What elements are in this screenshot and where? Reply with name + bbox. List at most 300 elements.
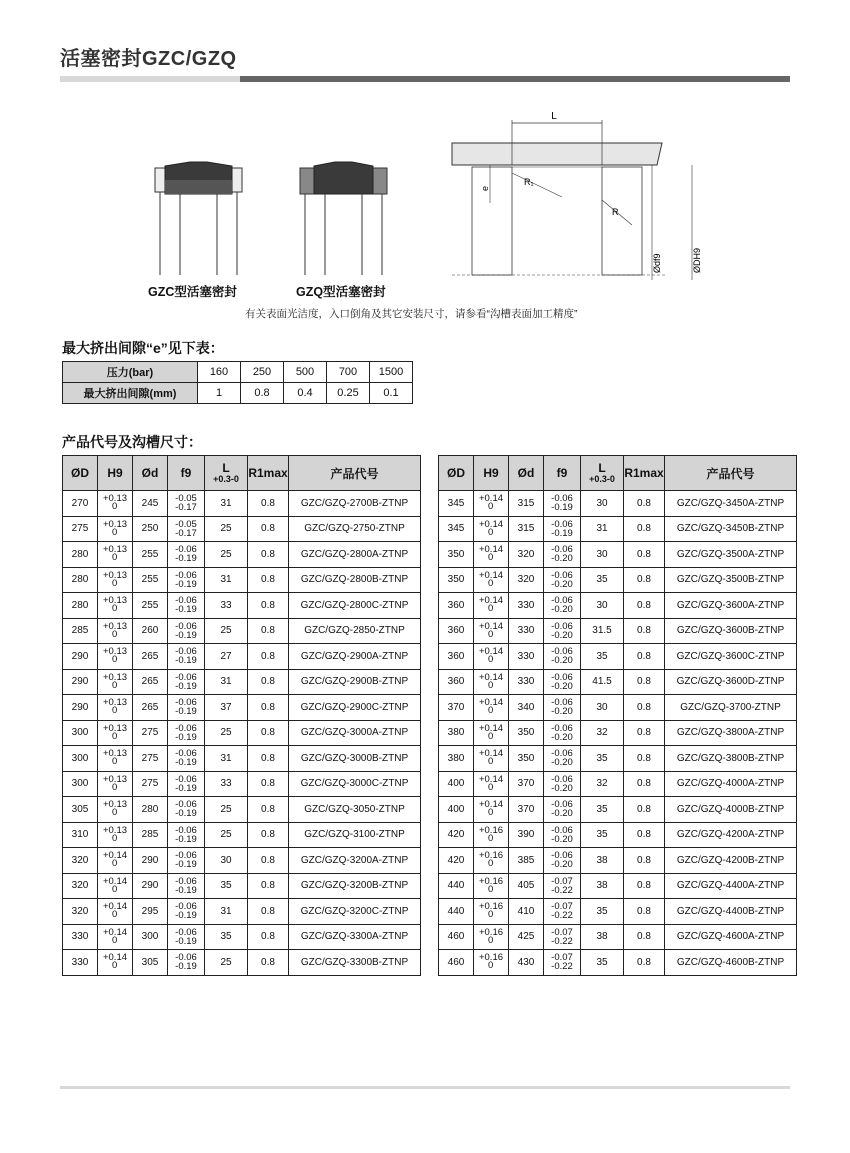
col-l-header xyxy=(581,456,624,491)
h9-tolerance xyxy=(103,903,127,919)
cell-f9 xyxy=(168,746,205,772)
cell-h9 xyxy=(98,822,133,848)
h9-lower: 0 xyxy=(487,756,494,768)
cell-d-small: 290 xyxy=(133,848,168,874)
h9-lower: 0 xyxy=(487,960,494,972)
cell-code: GZC/GZQ-3450B-ZTNP xyxy=(665,516,797,542)
cell-d-small: 260 xyxy=(133,618,168,644)
cell-code: GZC/GZQ-3000B-ZTNP xyxy=(289,746,421,772)
table-row xyxy=(439,720,797,746)
f9-upper: -0.06 xyxy=(551,697,573,709)
cell-h9 xyxy=(474,516,509,542)
cell-code: GZC/GZQ-3500A-ZTNP xyxy=(665,542,797,568)
cell-d: 320 xyxy=(63,873,98,899)
cell-d-small: 255 xyxy=(133,567,168,593)
cell-h9 xyxy=(98,695,133,721)
cell-r: 0.8 xyxy=(624,899,665,925)
f9-upper: -0.06 xyxy=(551,722,573,734)
h9-tolerance xyxy=(478,875,504,895)
cell-code: GZC/GZQ-2800A-ZTNP xyxy=(289,542,421,568)
h9-tolerance xyxy=(478,824,504,844)
cell-d: 310 xyxy=(63,822,98,848)
f9-lower: -0.20 xyxy=(551,808,573,820)
h9-upper: +0.13 xyxy=(102,722,128,734)
f9-upper: -0.07 xyxy=(551,926,573,938)
cell-r: 0.8 xyxy=(248,873,289,899)
h9-upper: +0.14 xyxy=(102,926,128,938)
f9-tolerance xyxy=(175,902,197,920)
cell-l: 35 xyxy=(581,822,624,848)
cell-h9 xyxy=(474,542,509,568)
cell-d-small: 245 xyxy=(133,491,168,517)
h9-lower: 0 xyxy=(487,807,494,819)
cell-h9 xyxy=(474,771,509,797)
h9-tolerance xyxy=(478,671,504,691)
table-row xyxy=(63,567,421,593)
h9-upper: +0.14 xyxy=(102,901,128,913)
table-header-row xyxy=(63,456,421,491)
cell-r: 0.8 xyxy=(248,822,289,848)
col-h9-header: H9 xyxy=(474,456,509,491)
f9-lower: -0.19 xyxy=(175,935,197,947)
h9-upper: +0.14 xyxy=(478,671,504,683)
label-r: R xyxy=(612,207,619,217)
cell-f9 xyxy=(544,516,581,542)
cell-r: 0.8 xyxy=(624,567,665,593)
cell-l: 35 xyxy=(581,644,624,670)
table-row xyxy=(439,567,797,593)
cell-f9 xyxy=(544,950,581,976)
f9-tolerance xyxy=(551,826,573,844)
cell-d: 330 xyxy=(63,950,98,976)
h9-tolerance xyxy=(103,852,127,868)
cell-f9 xyxy=(544,848,581,874)
cell-h9 xyxy=(474,593,509,619)
f9-tolerance xyxy=(551,775,573,793)
cell-h9 xyxy=(98,797,133,823)
f9-upper: -0.06 xyxy=(551,646,573,658)
cell-h9 xyxy=(474,924,509,950)
cell-l: 30 xyxy=(581,542,624,568)
cell-r: 0.8 xyxy=(248,950,289,976)
h9-lower: 0 xyxy=(487,730,494,742)
cell-d: 380 xyxy=(439,746,474,772)
table-row xyxy=(439,746,797,772)
cell-f9 xyxy=(168,720,205,746)
cell-h9 xyxy=(98,491,133,517)
h9-upper: +0.13 xyxy=(102,620,128,632)
h9-tolerance xyxy=(103,750,127,766)
f9-tolerance xyxy=(551,877,573,895)
h9-upper: +0.14 xyxy=(478,620,504,632)
cell-r: 0.8 xyxy=(248,516,289,542)
cell-r: 0.8 xyxy=(624,848,665,874)
cell-l: 35 xyxy=(581,567,624,593)
cell-d: 280 xyxy=(63,593,98,619)
cell-d-small: 430 xyxy=(509,950,544,976)
cell-h9 xyxy=(474,873,509,899)
h9-tolerance xyxy=(479,495,503,511)
f9-tolerance xyxy=(551,520,573,538)
cell-d: 360 xyxy=(439,644,474,670)
cell-r: 0.8 xyxy=(624,695,665,721)
cell-code: GZC/GZQ-3000A-ZTNP xyxy=(289,720,421,746)
cell-d: 350 xyxy=(439,567,474,593)
cell-f9 xyxy=(168,695,205,721)
f9-upper: -0.06 xyxy=(551,569,573,581)
f9-upper: -0.06 xyxy=(551,748,573,760)
f9-upper: -0.06 xyxy=(175,569,197,581)
col-d-header: ØD xyxy=(439,456,474,491)
cell-d-small: 405 xyxy=(509,873,544,899)
f9-lower: -0.19 xyxy=(175,782,197,794)
f9-lower: -0.20 xyxy=(551,731,573,743)
cell-d-small: 300 xyxy=(133,924,168,950)
h9-upper: +0.14 xyxy=(478,544,504,556)
table-row xyxy=(63,618,421,644)
cell-r: 0.8 xyxy=(248,695,289,721)
f9-upper: -0.06 xyxy=(175,875,197,887)
cell-f9 xyxy=(544,593,581,619)
h9-upper: +0.14 xyxy=(478,748,504,760)
h9-lower: 0 xyxy=(111,603,118,615)
cell-r: 0.8 xyxy=(248,746,289,772)
h9-tolerance xyxy=(102,875,128,895)
h9-upper: +0.14 xyxy=(478,518,504,530)
extrusion-table xyxy=(62,361,413,404)
table-row xyxy=(63,491,421,517)
table-row xyxy=(439,822,797,848)
cell-l: 32 xyxy=(581,771,624,797)
h9-tolerance xyxy=(478,773,504,793)
cell-d-small: 265 xyxy=(133,695,168,721)
cell-l: 30 xyxy=(581,491,624,517)
h9-lower: 0 xyxy=(487,832,494,844)
cell-code: GZC/GZQ-3450A-ZTNP xyxy=(665,491,797,517)
f9-lower: -0.19 xyxy=(175,553,197,565)
cell-f9 xyxy=(544,746,581,772)
f9-upper: -0.06 xyxy=(551,620,573,632)
table-row xyxy=(63,669,421,695)
cell-code: GZC/GZQ-3800B-ZTNP xyxy=(665,746,797,772)
cell-h9 xyxy=(474,491,509,517)
h9-lower: 0 xyxy=(111,909,118,921)
f9-upper: -0.06 xyxy=(551,671,573,683)
h9-tolerance xyxy=(102,671,128,691)
cell-f9 xyxy=(168,491,205,517)
f9-tolerance xyxy=(175,571,197,589)
h9-upper: +0.14 xyxy=(478,569,504,581)
h9-lower: 0 xyxy=(487,654,494,666)
f9-tolerance xyxy=(175,851,197,869)
cell-code: GZC/GZQ-2800B-ZTNP xyxy=(289,567,421,593)
cell-h9 xyxy=(98,873,133,899)
cell-f9 xyxy=(544,491,581,517)
caption-gzq: GZQ型活塞密封 xyxy=(296,285,386,299)
cell-d: 360 xyxy=(439,593,474,619)
cell-d-small: 275 xyxy=(133,746,168,772)
cell-d: 420 xyxy=(439,822,474,848)
cell-code: GZC/GZQ-4000A-ZTNP xyxy=(665,771,797,797)
col-d-small-header: Ød xyxy=(509,456,544,491)
cell-f9 xyxy=(168,542,205,568)
cell-l: 33 xyxy=(205,771,248,797)
cell-l: 31 xyxy=(205,746,248,772)
f9-tolerance xyxy=(551,494,573,512)
cell-f9 xyxy=(544,567,581,593)
cell-l: 35 xyxy=(205,924,248,950)
f9-upper: -0.06 xyxy=(551,773,573,785)
cell-f9 xyxy=(544,720,581,746)
cell-d: 400 xyxy=(439,797,474,823)
table-row xyxy=(439,924,797,950)
f9-lower: -0.22 xyxy=(551,961,573,973)
f9-lower: -0.22 xyxy=(551,910,573,922)
h9-upper: +0.13 xyxy=(102,595,128,607)
cell-d-small: 320 xyxy=(509,542,544,568)
h9-upper: +0.13 xyxy=(102,646,128,658)
cell-code: GZC/GZQ-3800A-ZTNP xyxy=(665,720,797,746)
f9-lower: -0.22 xyxy=(551,884,573,896)
cell-code: GZC/GZQ-3600B-ZTNP xyxy=(665,618,797,644)
label-l: L xyxy=(551,111,557,122)
cell-h9 xyxy=(98,771,133,797)
f9-upper: -0.05 xyxy=(175,493,197,505)
pressure-label: 压力(bar) xyxy=(63,362,198,383)
cell-code: GZC/GZQ-2900C-ZTNP xyxy=(289,695,421,721)
cell-code: GZC/GZQ-3100-ZTNP xyxy=(289,822,421,848)
cell-f9 xyxy=(168,593,205,619)
cell-f9 xyxy=(168,924,205,950)
cell-r: 0.8 xyxy=(624,746,665,772)
label-dh9: ØDH9 xyxy=(692,247,702,273)
cell-d: 400 xyxy=(439,771,474,797)
f9-tolerance xyxy=(175,596,197,614)
product-table-left xyxy=(62,455,421,976)
table-row xyxy=(63,899,421,925)
cell-r: 0.8 xyxy=(624,491,665,517)
h9-tolerance xyxy=(103,546,127,562)
cell-h9 xyxy=(98,593,133,619)
h9-tolerance xyxy=(102,722,128,742)
cell-l: 38 xyxy=(581,848,624,874)
cell-r: 0.8 xyxy=(248,720,289,746)
table-row xyxy=(439,542,797,568)
h9-tolerance xyxy=(478,518,504,538)
cell-f9 xyxy=(168,567,205,593)
h9-lower: 0 xyxy=(111,628,118,640)
cell-f9 xyxy=(168,516,205,542)
f9-tolerance xyxy=(175,520,197,538)
f9-lower: -0.19 xyxy=(551,527,573,539)
f9-lower: -0.19 xyxy=(175,578,197,590)
f9-lower: -0.19 xyxy=(175,655,197,667)
table-row xyxy=(439,593,797,619)
cell-r: 0.8 xyxy=(248,669,289,695)
cell-r: 0.8 xyxy=(248,567,289,593)
f9-tolerance xyxy=(551,545,573,563)
h9-lower: 0 xyxy=(111,781,118,793)
cell-r: 0.8 xyxy=(248,899,289,925)
cell-d: 305 xyxy=(63,797,98,823)
h9-lower: 0 xyxy=(487,501,494,513)
f9-tolerance xyxy=(551,800,573,818)
col-l-label: L xyxy=(598,461,606,475)
f9-upper: -0.06 xyxy=(551,595,573,607)
cell-f9 xyxy=(544,899,581,925)
cell-h9 xyxy=(98,924,133,950)
col-d-small-header: Ød xyxy=(133,456,168,491)
cell-code: GZC/GZQ-4400A-ZTNP xyxy=(665,873,797,899)
table-row xyxy=(63,822,421,848)
cell-l: 27 xyxy=(205,644,248,670)
cell-f9 xyxy=(168,771,205,797)
cell-d-small: 350 xyxy=(509,746,544,772)
table-row xyxy=(63,771,421,797)
table-row xyxy=(63,362,413,383)
f9-tolerance xyxy=(175,622,197,640)
h9-tolerance xyxy=(478,620,504,640)
h9-lower: 0 xyxy=(487,883,494,895)
cell-h9 xyxy=(474,899,509,925)
col-r-header: R1max xyxy=(248,456,289,491)
cell-code: GZC/GZQ-2700B-ZTNP xyxy=(289,491,421,517)
f9-upper: -0.06 xyxy=(175,544,197,556)
h9-upper: +0.14 xyxy=(478,646,504,658)
cell-l: 35 xyxy=(205,873,248,899)
h9-upper: +0.16 xyxy=(478,901,504,913)
cell-code: GZC/GZQ-3200A-ZTNP xyxy=(289,848,421,874)
cell-h9 xyxy=(474,822,509,848)
label-e: e xyxy=(480,185,490,191)
gzc-seal-drawing xyxy=(155,162,242,275)
cell-f9 xyxy=(168,848,205,874)
cell-code: GZC/GZQ-2900B-ZTNP xyxy=(289,669,421,695)
h9-tolerance xyxy=(479,648,503,664)
cell-d-small: 255 xyxy=(133,542,168,568)
h9-lower: 0 xyxy=(111,807,118,819)
table-row xyxy=(439,491,797,517)
products-heading: 产品代号及沟槽尺寸： xyxy=(62,434,202,450)
table-row xyxy=(439,797,797,823)
f9-upper: -0.06 xyxy=(175,620,197,632)
f9-upper: -0.06 xyxy=(551,493,573,505)
h9-upper: +0.14 xyxy=(478,773,504,785)
f9-lower: -0.20 xyxy=(551,833,573,845)
table-row xyxy=(439,669,797,695)
h9-tolerance xyxy=(479,801,503,817)
cell-r: 0.8 xyxy=(624,924,665,950)
f9-tolerance xyxy=(551,928,573,946)
cell-code: GZC/GZQ-3200B-ZTNP xyxy=(289,873,421,899)
h9-tolerance xyxy=(478,722,504,742)
col-code-header: 产品代号 xyxy=(289,456,421,491)
f9-upper: -0.06 xyxy=(175,799,197,811)
h9-lower: 0 xyxy=(111,679,118,691)
cell-f9 xyxy=(168,873,205,899)
h9-lower: 0 xyxy=(111,756,118,768)
f9-tolerance xyxy=(175,775,197,793)
f9-tolerance xyxy=(175,800,197,818)
cell-r: 0.8 xyxy=(624,542,665,568)
table-row xyxy=(439,873,797,899)
cell-l: 37 xyxy=(205,695,248,721)
f9-lower: -0.17 xyxy=(175,502,197,514)
h9-tolerance xyxy=(102,926,128,946)
cell-f9 xyxy=(544,873,581,899)
cell-r: 0.8 xyxy=(248,618,289,644)
h9-tolerance xyxy=(103,495,127,511)
f9-tolerance xyxy=(551,622,573,640)
cell-d: 420 xyxy=(439,848,474,874)
cell-d: 300 xyxy=(63,771,98,797)
h9-lower: 0 xyxy=(487,909,494,921)
f9-lower: -0.19 xyxy=(175,833,197,845)
cell-d-small: 275 xyxy=(133,771,168,797)
h9-tolerance xyxy=(102,773,128,793)
f9-tolerance xyxy=(551,953,573,971)
h9-lower: 0 xyxy=(111,501,118,513)
h9-upper: +0.13 xyxy=(102,824,128,836)
h9-tolerance xyxy=(103,597,127,613)
cell-code: GZC/GZQ-4600A-ZTNP xyxy=(665,924,797,950)
h9-lower: 0 xyxy=(487,628,494,640)
f9-upper: -0.06 xyxy=(551,850,573,862)
cell-h9 xyxy=(98,950,133,976)
cell-d-small: 330 xyxy=(509,669,544,695)
cell-d-small: 425 xyxy=(509,924,544,950)
cell-r: 0.8 xyxy=(248,771,289,797)
h9-upper: +0.14 xyxy=(478,799,504,811)
f9-lower: -0.20 xyxy=(551,578,573,590)
f9-lower: -0.20 xyxy=(551,757,573,769)
cell-code: GZC/GZQ-3200C-ZTNP xyxy=(289,899,421,925)
title-rule xyxy=(60,76,790,82)
h9-tolerance xyxy=(103,801,127,817)
cell-code: GZC/GZQ-4600B-ZTNP xyxy=(665,950,797,976)
cell-l: 31 xyxy=(581,516,624,542)
f9-upper: -0.06 xyxy=(175,697,197,709)
f9-upper: -0.06 xyxy=(175,646,197,658)
cell-r: 0.8 xyxy=(624,797,665,823)
cell-d: 345 xyxy=(439,516,474,542)
cell-f9 xyxy=(544,822,581,848)
cell-h9 xyxy=(474,720,509,746)
h9-lower: 0 xyxy=(487,781,494,793)
cell-l: 25 xyxy=(205,542,248,568)
f9-lower: -0.19 xyxy=(175,629,197,641)
f9-tolerance xyxy=(551,902,573,920)
h9-lower: 0 xyxy=(487,934,494,946)
h9-upper: +0.16 xyxy=(478,952,504,964)
table-row xyxy=(63,644,421,670)
h9-tolerance xyxy=(479,546,503,562)
f9-tolerance xyxy=(175,749,197,767)
f9-lower: -0.20 xyxy=(551,680,573,692)
h9-lower: 0 xyxy=(111,934,118,946)
f9-lower: -0.17 xyxy=(175,527,197,539)
cell-h9 xyxy=(474,848,509,874)
cell-r: 0.8 xyxy=(624,822,665,848)
cell-l: 30 xyxy=(205,848,248,874)
table-row xyxy=(439,695,797,721)
cell-d-small: 250 xyxy=(133,516,168,542)
cell-code: GZC/GZQ-3700-ZTNP xyxy=(665,695,797,721)
f9-tolerance xyxy=(551,749,573,767)
cell-d: 270 xyxy=(63,491,98,517)
cell-l: 32 xyxy=(581,720,624,746)
h9-upper: +0.13 xyxy=(102,493,128,505)
